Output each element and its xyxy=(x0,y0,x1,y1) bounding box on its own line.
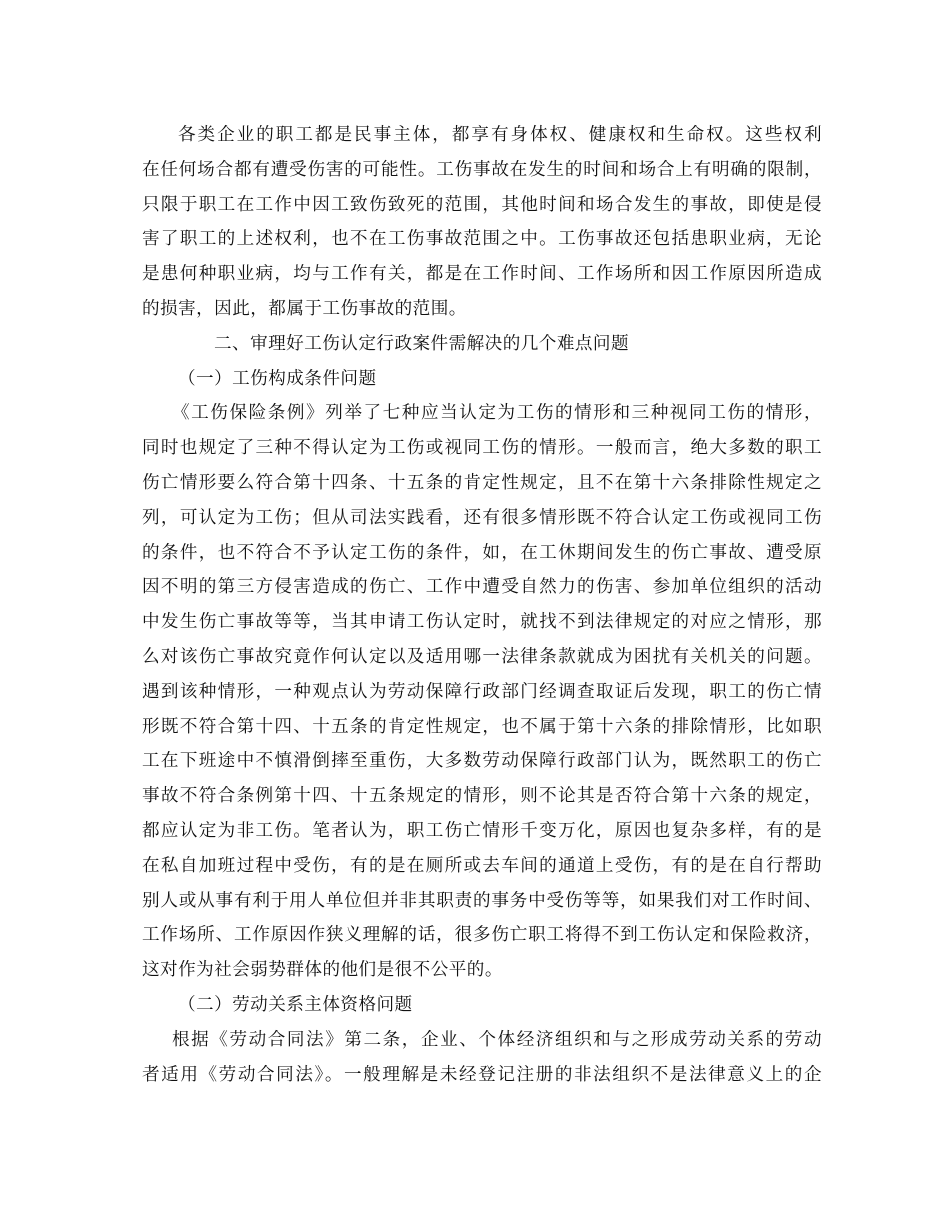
text-line: 在任何场合都有遭受伤害的可能性。工伤事故在发生的时间和场合上有明确的限制， xyxy=(142,159,822,180)
text-line: 工作场所、工作原因作狭义理解的话，很多伤亡职工将得不到工伤认定和保险救济， xyxy=(142,925,822,946)
text-line: 别人或从事有利于用人单位但并非其职责的事务中受伤等等，如果我们对工作时间、 xyxy=(142,890,822,911)
text-line: 因不明的第三方侵害造成的伤亡、工作中遭受自然力的伤害、参加单位组织的活动 xyxy=(142,577,822,598)
subsection-heading: （一）工伤构成条件问题 xyxy=(178,368,377,389)
text-line: 这对作为社会弱势群体的他们是很不公平的。 xyxy=(142,960,503,981)
text-line: 列，可认定为工伤；但从司法实践看，还有很多情形既不符合认定工伤或视同工伤 xyxy=(142,507,822,528)
text-line: 工在下班途中不慎滑倒摔至重伤，大多数劳动保障行政部门认为，既然职工的伤亡 xyxy=(142,751,822,772)
subsection-heading: （二）劳动关系主体资格问题 xyxy=(178,994,413,1015)
text-line: 形既不符合第十四、十五条的肯定性规定，也不属于第十六条的排除情形，比如职 xyxy=(142,716,822,737)
text-line: 么对该伤亡事故究竟作何认定以及适用哪一法律条款就成为困扰有关机关的问题。 xyxy=(142,646,822,667)
text-line: 害了职工的上述权利，也不在工伤事故范围之中。工伤事故还包括患职业病，无论 xyxy=(142,229,822,250)
text-line: 是患何种职业病，均与工作有关，都是在工作时间、工作场所和因工作原因所造成 xyxy=(142,264,822,285)
text-line: 同时也规定了三种不得认定为工伤或视同工伤的情形。一般而言，绝大多数的职工 xyxy=(142,438,822,459)
text-line: 各类企业的职工都是民事主体，都享有身体权、健康权和生命权。这些权利 xyxy=(178,125,822,145)
text-line: 都应认定为非工伤。笔者认为，职工伤亡情形千变万化，原因也复杂多样，有的是 xyxy=(142,820,822,841)
text-line: 的损害，因此，都属于工伤事故的范围。 xyxy=(142,298,467,319)
text-line: 《工伤保险条例》列举了七种应当认定为工伤的情形和三种视同工伤的情形， xyxy=(172,403,822,424)
text-line: 遇到该种情形，一种观点认为劳动保障行政部门经调查取证后发现，职工的伤亡情 xyxy=(142,681,822,702)
paragraph-labor-relation xyxy=(142,1023,822,1093)
text-line: 根据《劳动合同法》第二条，企业、个体经济组织和与之形成劳动关系的劳动 xyxy=(172,1029,822,1050)
text-line: 的条件，也不符合不予认定工伤的条件，如，在工休期间发生的伤亡事故、遭受原 xyxy=(142,542,822,563)
paragraph-worker-rights xyxy=(142,118,822,327)
text-line: 在私自加班过程中受伤，有的是在厕所或去车间的通道上受伤，有的是在自行帮助 xyxy=(142,855,822,876)
paragraph-injury-conditions xyxy=(142,396,822,988)
document-body xyxy=(142,118,822,1092)
text-line: 者适用《劳动合同法》。一般理解是未经登记注册的非法组织不是法律意义上的企 xyxy=(142,1064,822,1085)
section-heading: 二、审理好工伤认定行政案件需解决的几个难点问题 xyxy=(214,333,630,354)
text-line: 事故不符合条例第十四、十五条规定的情形，则不论其是否符合第十六条的规定， xyxy=(142,786,822,807)
text-line: 只限于职工在工作中因工致伤致死的范围，其他时间和场合发生的事故，即使是侵 xyxy=(142,194,822,215)
text-line: 中发生伤亡事故等等，当其申请工伤认定时，就找不到法律规定的对应之情形，那 xyxy=(142,612,822,633)
text-line: 伤亡情形要么符合第十四条、十五条的肯定性规定，且不在第十六条排除性规定之 xyxy=(142,472,822,493)
